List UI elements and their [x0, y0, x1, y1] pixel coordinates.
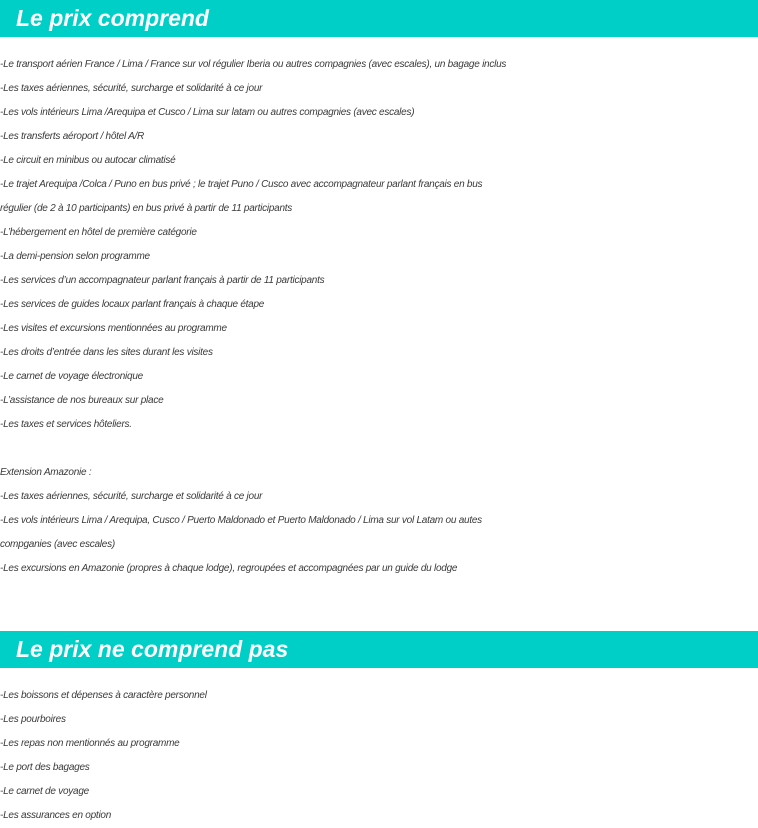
includes-item: -Les services d’un accompagnateur parlant français à partir de 11 participants: [0, 275, 325, 286]
includes-item: -Les taxes aériennes, sécurité, surcharge et solidarité à ce jour: [0, 83, 263, 94]
extension-item: -Les vols intérieurs Lima / Arequipa, Cusco / Puerto Maldonado et Puerto Maldonado / Lima sur vol Latam ou autes: [0, 515, 482, 526]
includes-item: -Les droits d’entrée dans les sites durant les visites: [0, 347, 213, 358]
includes-item: -La demi-pension selon programme: [0, 251, 150, 262]
excludes-item: -Les pourboires: [0, 714, 66, 725]
price-includes-title: Le prix comprend: [16, 5, 209, 31]
extension-amazonie-heading: Extension Amazonie :: [0, 467, 92, 478]
spacer: [0, 437, 758, 461]
excludes-item: -Le port des bagages: [0, 762, 90, 773]
excludes-item: -Le carnet de voyage: [0, 786, 89, 797]
extension-item: -Les taxes aériennes, sécurité, surcharge et solidarité à ce jour: [0, 491, 263, 502]
price-excludes-header: [0, 631, 758, 668]
includes-item: -Les vols intérieurs Lima /Arequipa et Cusco / Lima sur latam ou autres compagnies (avec escales): [0, 107, 415, 118]
extension-item: -Les excursions en Amazonie (propres à chaque lodge), regroupées et accompagnées par un guide du lodge: [0, 563, 458, 574]
price-excludes-title: Le prix ne comprend pas: [16, 636, 289, 662]
price-excludes-list: [0, 684, 758, 828]
includes-item: -Le carnet de voyage électronique: [0, 371, 143, 382]
excludes-item: -Les repas non mentionnés au programme: [0, 738, 180, 749]
price-includes-header: [0, 0, 758, 37]
includes-item: -Les taxes et services hôteliers.: [0, 419, 132, 430]
includes-item: -Le circuit en minibus ou autocar climatisé: [0, 155, 176, 166]
excludes-item: -Les assurances en option: [0, 810, 112, 821]
excludes-item: -Les boissons et dépenses à caractère personnel: [0, 690, 207, 701]
includes-item: -Le trajet Arequipa /Colca / Puno en bus privé ; le trajet Puno / Cusco avec accompagnateur parlant français en bus: [0, 179, 483, 190]
includes-item-continuation: régulier (de 2 à 10 participants) en bus privé à partir de 11 participants: [0, 203, 293, 214]
extension-item-continuation: compganies (avec escales): [0, 539, 115, 550]
price-includes-list: [0, 53, 758, 581]
includes-item: -Le transport aérien France / Lima / France sur vol régulier Iberia ou autres compagnies (avec escales), un bagage inclus: [0, 59, 507, 70]
includes-item: -L’assistance de nos bureaux sur place: [0, 395, 164, 406]
includes-item: -Les transferts aéroport / hôtel A/R: [0, 131, 145, 142]
includes-item: -Les visites et excursions mentionnées au programme: [0, 323, 227, 334]
includes-item: -L’hébergement en hôtel de première catégorie: [0, 227, 197, 238]
includes-item: -Les services de guides locaux parlant français à chaque étape: [0, 299, 265, 310]
